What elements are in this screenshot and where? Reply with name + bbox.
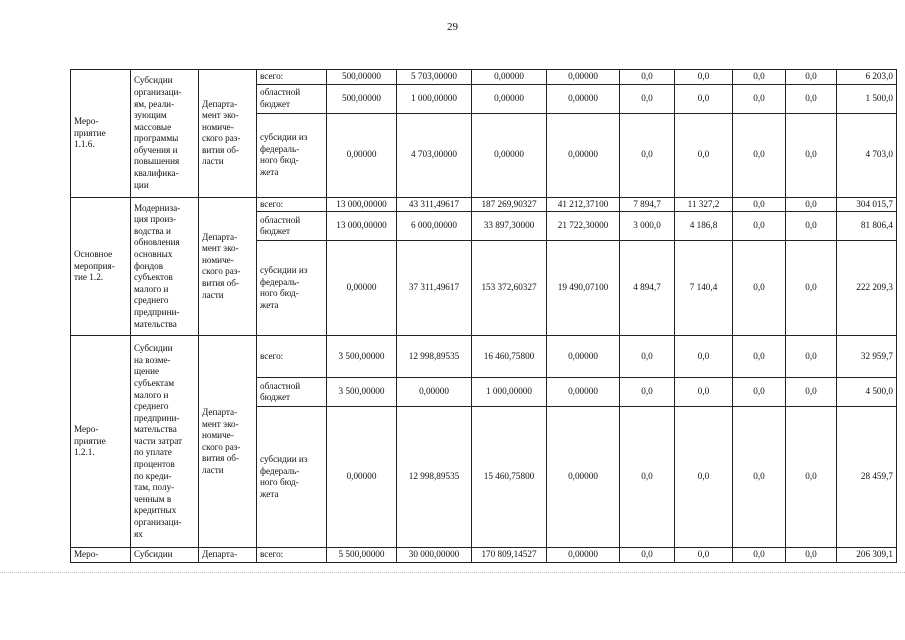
- activity-description-cell: [131, 548, 199, 563]
- amount-cell: [733, 197, 786, 212]
- amount-cell: [397, 241, 472, 336]
- funding-source-cell: [257, 70, 327, 85]
- amount-cell-text: 304 015,7: [856, 198, 893, 209]
- amount-cell-text: 32 959,7: [860, 350, 893, 361]
- amount-cell-text: 1 000,00000: [411, 92, 457, 103]
- amount-cell: [733, 378, 786, 407]
- executor-cell: [199, 70, 257, 198]
- amount-cell: [837, 336, 897, 378]
- amount-cell-text: 0,00000: [346, 149, 377, 160]
- amount-cell: [786, 212, 837, 241]
- activity-description-cell-text: Субсидии: [134, 549, 173, 560]
- activity-name-cell: [71, 336, 131, 548]
- funding-source-cell-text: областной бюджет: [260, 87, 301, 109]
- amount-cell: [837, 84, 897, 113]
- amount-cell: [620, 407, 675, 548]
- amount-cell-text: 28 459,7: [860, 471, 893, 482]
- amount-cell-text: 0,0: [805, 149, 817, 160]
- amount-cell-text: 15 460,75800: [483, 471, 535, 482]
- amount-cell: [620, 378, 675, 407]
- amount-cell: [397, 378, 472, 407]
- amount-cell: [675, 197, 733, 212]
- amount-cell: [620, 113, 675, 197]
- amount-cell-text: 0,0: [697, 350, 710, 361]
- funding-source-cell-text: всего:: [260, 350, 284, 361]
- amount-cell-text: 0,00000: [494, 149, 524, 160]
- amount-cell-text: 0,0: [805, 198, 817, 209]
- amount-cell: [733, 336, 786, 378]
- funding-source-cell: [257, 212, 327, 241]
- executor-cell: [199, 548, 257, 563]
- financing-table: [70, 69, 897, 563]
- amount-cell-text: 0,0: [641, 549, 653, 560]
- table-row: [71, 336, 897, 378]
- amount-cell-text: 0,0: [753, 549, 765, 560]
- amount-cell: [397, 197, 472, 212]
- amount-cell-text: 0,0: [641, 386, 653, 397]
- amount-cell-text: 187 269,90327: [481, 198, 537, 209]
- amount-cell-text: 3 500,00000: [338, 386, 385, 397]
- amount-cell: [837, 241, 897, 336]
- amount-cell-text: 0,00000: [568, 71, 598, 81]
- amount-cell: [786, 378, 837, 407]
- funding-source-cell-text: субсидии из федераль- ного бюд- жета: [260, 131, 308, 177]
- funding-source-cell: [257, 336, 327, 378]
- amount-cell-text: 0,0: [697, 92, 710, 103]
- amount-cell: [733, 241, 786, 336]
- amount-cell-text: 0,0: [805, 220, 817, 231]
- amount-cell-text: 153 372,60327: [481, 282, 537, 293]
- amount-cell: [472, 407, 547, 548]
- amount-cell: [837, 113, 897, 197]
- activity-description-cell: [131, 197, 199, 336]
- amount-cell-text: 43 311,49617: [408, 198, 460, 209]
- amount-cell-text: 0,0: [753, 350, 765, 361]
- amount-cell-text: 0,00000: [568, 386, 598, 397]
- amount-cell: [327, 241, 397, 336]
- funding-source-cell: [257, 241, 327, 336]
- amount-cell-text: 13 000,00000: [336, 220, 387, 231]
- amount-cell: [397, 548, 472, 563]
- amount-cell: [327, 197, 397, 212]
- amount-cell-text: 4 703,0: [865, 149, 893, 160]
- amount-cell-text: 6 203,0: [865, 71, 893, 81]
- amount-cell: [675, 70, 733, 85]
- amount-cell: [547, 113, 620, 197]
- activity-description-cell: [131, 336, 199, 548]
- amount-cell-text: 0,0: [697, 386, 710, 397]
- activity-name-cell: [71, 197, 131, 336]
- amount-cell-text: 0,0: [753, 220, 765, 231]
- amount-cell-text: 0,0: [753, 198, 765, 209]
- amount-cell: [620, 548, 675, 563]
- page-edge-divider: [0, 572, 905, 574]
- activity-name-cell-text: Меро-: [74, 549, 99, 560]
- amount-cell: [733, 212, 786, 241]
- amount-cell-text: 21 722,30000: [557, 220, 609, 231]
- amount-cell: [786, 84, 837, 113]
- amount-cell: [397, 212, 472, 241]
- amount-cell-text: 0,0: [753, 282, 765, 293]
- amount-cell: [675, 84, 733, 113]
- executor-cell-text: Департа- мент эко- номиче- ского раз- вития об- ласти: [202, 231, 241, 300]
- amount-cell-text: 0,00000: [494, 71, 524, 81]
- executor-cell-text: Департа- мент эко- номиче- ского раз- вития об- ласти: [202, 98, 241, 167]
- amount-cell: [675, 241, 733, 336]
- amount-cell: [397, 113, 472, 197]
- amount-cell: [675, 113, 733, 197]
- amount-cell-text: 4 500,0: [865, 386, 893, 397]
- amount-cell-text: 33 897,30000: [483, 220, 535, 231]
- amount-cell-text: 7 140,4: [689, 282, 718, 293]
- activity-name-cell: [71, 548, 131, 563]
- amount-cell-text: 0,0: [753, 471, 765, 482]
- amount-cell: [620, 70, 675, 85]
- amount-cell: [837, 407, 897, 548]
- amount-cell: [547, 212, 620, 241]
- amount-cell: [547, 407, 620, 548]
- amount-cell: [472, 212, 547, 241]
- amount-cell: [472, 336, 547, 378]
- amount-cell-text: 0,0: [641, 149, 653, 160]
- amount-cell-text: 0,0: [697, 71, 710, 81]
- amount-cell: [472, 378, 547, 407]
- amount-cell-text: 37 311,49617: [408, 282, 460, 293]
- amount-cell: [327, 336, 397, 378]
- page-number: 29: [447, 21, 458, 33]
- amount-cell-text: 16 460,75800: [483, 350, 535, 361]
- amount-cell: [786, 241, 837, 336]
- amount-cell-text: 4 703,00000: [411, 149, 457, 160]
- amount-cell: [397, 336, 472, 378]
- amount-cell-text: 500,00000: [341, 92, 382, 103]
- amount-cell-text: 0,0: [641, 92, 653, 103]
- funding-source-cell-text: всего:: [260, 198, 284, 209]
- amount-cell-text: 11 327,2: [687, 198, 720, 209]
- amount-cell: [327, 212, 397, 241]
- amount-cell-text: 0,0: [805, 282, 817, 293]
- amount-cell-text: 0,0: [697, 549, 710, 560]
- executor-cell: [199, 336, 257, 548]
- amount-cell-text: 6 000,00000: [411, 220, 457, 231]
- amount-cell: [547, 197, 620, 212]
- amount-cell-text: 30 000,00000: [408, 549, 460, 560]
- amount-cell: [472, 197, 547, 212]
- amount-cell: [327, 548, 397, 563]
- amount-cell-text: 1 500,0: [865, 92, 893, 103]
- amount-cell: [675, 378, 733, 407]
- amount-cell-text: 13 000,00000: [336, 198, 387, 209]
- amount-cell-text: 0,0: [805, 350, 817, 361]
- amount-cell: [472, 241, 547, 336]
- amount-cell: [837, 378, 897, 407]
- amount-cell: [733, 113, 786, 197]
- amount-cell: [786, 113, 837, 197]
- amount-cell-text: 3 500,00000: [338, 350, 385, 361]
- funding-source-cell-text: областной бюджет: [260, 214, 301, 237]
- amount-cell: [547, 70, 620, 85]
- amount-cell: [547, 378, 620, 407]
- amount-cell: [397, 407, 472, 548]
- table-row: [71, 548, 897, 563]
- funding-source-cell-text: субсидии из федераль- ного бюд- жета: [260, 454, 308, 499]
- funding-source-cell-text: субсидии из федераль- ного бюд- жета: [260, 265, 308, 310]
- amount-cell: [327, 407, 397, 548]
- amount-cell: [786, 548, 837, 563]
- amount-cell-text: 0,0: [805, 549, 817, 560]
- funding-source-cell: [257, 407, 327, 548]
- amount-cell: [733, 84, 786, 113]
- activity-name-cell-text: Меро- приятие 1.2.1.: [74, 424, 106, 458]
- amount-cell-text: 0,0: [805, 386, 817, 397]
- amount-cell-text: 0,0: [641, 471, 653, 482]
- amount-cell-text: 0,00000: [346, 282, 377, 293]
- amount-cell-text: 0,0: [805, 71, 817, 81]
- amount-cell-text: 7 894,7: [633, 198, 661, 209]
- funding-source-cell-text: всего:: [260, 549, 284, 560]
- activity-description-cell-text: Субсидии организаци- ям, реали- зующим массовые программы обучения и повышения квалифика- ции: [134, 75, 182, 190]
- activity-description-cell: [131, 70, 199, 198]
- amount-cell: [620, 84, 675, 113]
- funding-source-cell: [257, 548, 327, 563]
- activity-name-cell: [71, 70, 131, 198]
- amount-cell-text: 0,00000: [568, 350, 598, 361]
- amount-cell: [675, 212, 733, 241]
- amount-cell-text: 4 894,7: [633, 282, 661, 293]
- amount-cell-text: 41 212,37100: [557, 198, 609, 209]
- amount-cell: [327, 378, 397, 407]
- amount-cell-text: 19 490,07100: [557, 282, 609, 293]
- amount-cell: [675, 548, 733, 563]
- amount-cell: [547, 241, 620, 336]
- amount-cell: [397, 70, 472, 85]
- amount-cell-text: 0,0: [697, 149, 710, 160]
- amount-cell-text: 0,00000: [568, 92, 598, 103]
- amount-cell-text: 12 998,89535: [408, 350, 460, 361]
- amount-cell: [327, 113, 397, 197]
- amount-cell: [472, 84, 547, 113]
- amount-cell-text: 0,0: [753, 71, 765, 81]
- activity-name-cell-text: Основное мероприя- тие 1.2.: [74, 249, 115, 283]
- activity-description-cell-text: Субсидии на возме- щение субъектам малого и среднего предприни- мательства части затрат по уплате процентов по креди- там, полу- ченным в кредитных организаци- ях: [134, 343, 183, 539]
- amount-cell-text: 0,00000: [494, 92, 524, 103]
- amount-cell-text: 5 500,00000: [338, 549, 385, 560]
- amount-cell-text: 0,0: [641, 71, 653, 81]
- executor-cell-text: Департа- мент эко- номиче- ского раз- вития об- ласти: [202, 406, 241, 475]
- amount-cell-text: 81 806,4: [860, 220, 893, 231]
- amount-cell: [547, 548, 620, 563]
- amount-cell-text: 3 000,0: [633, 220, 661, 231]
- executor-cell: [199, 197, 257, 336]
- amount-cell: [397, 84, 472, 113]
- amount-cell: [786, 336, 837, 378]
- amount-cell-text: 170 809,14527: [481, 549, 537, 560]
- amount-cell: [733, 548, 786, 563]
- amount-cell-text: 222 209,3: [856, 282, 893, 293]
- amount-cell-text: 0,00000: [568, 549, 598, 560]
- amount-cell: [472, 70, 547, 85]
- amount-cell-text: 0,0: [753, 92, 765, 103]
- amount-cell: [837, 70, 897, 85]
- amount-cell-text: 0,0: [753, 149, 765, 160]
- amount-cell-text: 0,0: [753, 386, 765, 397]
- funding-source-cell: [257, 378, 327, 407]
- amount-cell-text: 0,0: [641, 350, 653, 361]
- funding-source-cell-text: областной бюджет: [260, 380, 301, 403]
- amount-cell-text: 0,0: [697, 471, 710, 482]
- activity-name-cell-text: Меро- приятие 1.1.6.: [74, 115, 106, 150]
- amount-cell: [327, 70, 397, 85]
- amount-cell-text: 0,00000: [568, 471, 598, 482]
- funding-source-cell-text: всего:: [260, 71, 284, 81]
- amount-cell: [786, 70, 837, 85]
- amount-cell: [472, 113, 547, 197]
- executor-cell-text: Департа-: [202, 549, 238, 560]
- amount-cell: [547, 84, 620, 113]
- amount-cell: [620, 212, 675, 241]
- amount-cell-text: 0,00000: [568, 149, 598, 160]
- amount-cell: [837, 548, 897, 563]
- amount-cell: [837, 212, 897, 241]
- table-row: [71, 197, 897, 212]
- amount-cell: [327, 84, 397, 113]
- amount-cell: [675, 336, 733, 378]
- funding-source-cell: [257, 113, 327, 197]
- amount-cell-text: 0,0: [805, 471, 817, 482]
- amount-cell-text: 5 703,00000: [411, 71, 457, 81]
- funding-source-cell: [257, 197, 327, 212]
- funding-source-cell: [257, 84, 327, 113]
- amount-cell: [675, 407, 733, 548]
- amount-cell: [620, 197, 675, 212]
- amount-cell-text: 500,00000: [341, 71, 382, 81]
- amount-cell: [733, 407, 786, 548]
- amount-cell: [786, 407, 837, 548]
- amount-cell-text: 0,0: [805, 92, 817, 103]
- amount-cell: [620, 241, 675, 336]
- amount-cell-text: 0,00000: [419, 386, 449, 397]
- amount-cell-text: 0,00000: [346, 471, 377, 482]
- amount-cell-text: 1 000,00000: [486, 386, 532, 397]
- amount-cell: [547, 336, 620, 378]
- amount-cell: [620, 336, 675, 378]
- amount-cell: [733, 70, 786, 85]
- amount-cell-text: 4 186,8: [689, 220, 718, 231]
- amount-cell-text: 12 998,89535: [408, 471, 460, 482]
- table-row: [71, 70, 897, 85]
- amount-cell: [786, 197, 837, 212]
- activity-description-cell-text: Модерниза- ция произ- водства и обновления основных фондов субъектов малого и среднего предприни- мательства: [134, 202, 181, 329]
- amount-cell: [837, 197, 897, 212]
- amount-cell-text: 206 309,1: [856, 549, 893, 560]
- amount-cell: [472, 548, 547, 563]
